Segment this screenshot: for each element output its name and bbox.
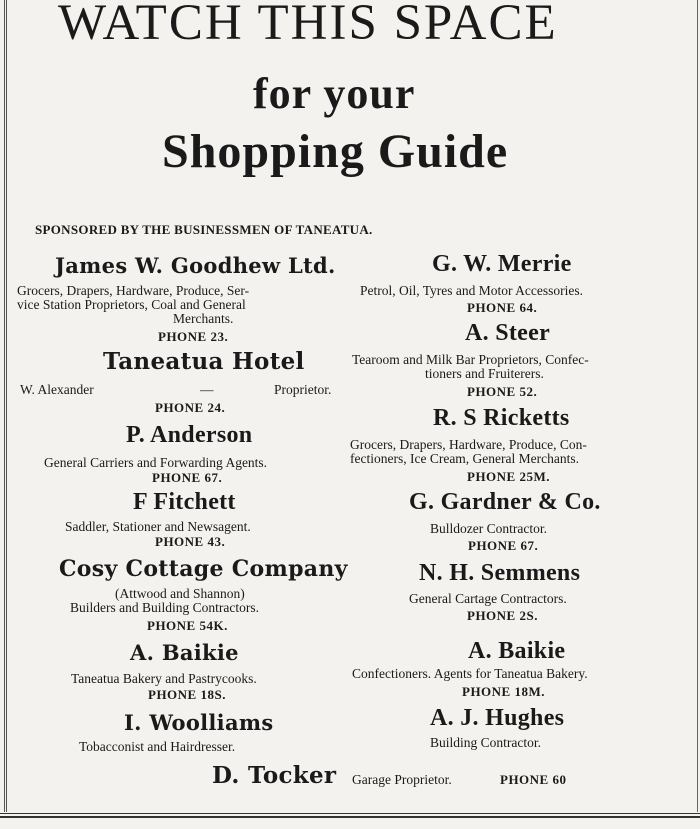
tocker-phone: PHONE 60 bbox=[500, 772, 567, 787]
baikie-right-desc: Confectioners. Agents for Taneatua Bakery. bbox=[352, 666, 588, 681]
ricketts-desc-2: fectioners, Ice Cream, General Merchants. bbox=[350, 451, 580, 466]
hughes-desc: Building Contractor. bbox=[430, 735, 541, 750]
hotel-owner: W. Alexander bbox=[20, 382, 94, 397]
steer-phone: PHONE 52. bbox=[467, 384, 538, 399]
goodhew-desc-2: vice Station Proprietors, Coal and General bbox=[17, 297, 246, 312]
hotel-role: Proprietor. bbox=[274, 382, 332, 397]
tocker-name: D. Tocker bbox=[212, 762, 337, 789]
steer-desc-1: Tearoom and Milk Bar Proprietors, Confec- bbox=[352, 352, 589, 367]
cosy-phone: PHONE 54K. bbox=[147, 618, 228, 633]
goodhew-desc-1: Grocers, Drapers, Hardware, Produce, Ser- bbox=[17, 283, 250, 298]
headline-shopping-guide: Shopping Guide bbox=[162, 125, 509, 178]
merrie-name: G. W. Merrie bbox=[432, 251, 572, 277]
goodhew-name: James W. Goodhew Ltd. bbox=[55, 253, 336, 278]
cosy-desc-1: (Attwood and Shannon) bbox=[115, 586, 245, 601]
merrie-phone: PHONE 64. bbox=[467, 300, 538, 315]
gardner-phone: PHONE 67. bbox=[468, 538, 539, 553]
gardner-desc: Bulldozer Contractor. bbox=[430, 521, 547, 536]
fitchett-phone: PHONE 43. bbox=[155, 534, 226, 549]
sponsor-line: SPONSORED BY THE BUSINESSMEN OF TANEATUA. bbox=[35, 222, 373, 237]
steer-desc-2: tioners and Fruiterers. bbox=[425, 366, 544, 381]
hotel-phone: PHONE 24. bbox=[155, 400, 226, 415]
headline-for-your: for your bbox=[253, 69, 416, 118]
ricketts-phone: PHONE 25M. bbox=[467, 469, 550, 484]
anderson-desc: General Carriers and Forwarding Agents. bbox=[44, 455, 268, 470]
baikie-right-phone: PHONE 18M. bbox=[462, 684, 545, 699]
hotel-dash: — bbox=[200, 382, 214, 397]
taneatua-hotel-name: Taneatua Hotel bbox=[103, 348, 305, 375]
cosy-desc-2: Builders and Building Contractors. bbox=[70, 600, 259, 615]
cosy-cottage-name: Cosy Cottage Company bbox=[59, 556, 348, 582]
fitchett-desc: Saddler, Stationer and Newsagent. bbox=[65, 519, 251, 534]
semmens-desc: General Cartage Contractors. bbox=[409, 591, 567, 606]
woolliams-name: I. Woolliams bbox=[124, 710, 274, 735]
headline-watch-this-space: WATCH THIS SPACE bbox=[58, 0, 558, 51]
goodhew-phone: PHONE 23. bbox=[158, 329, 229, 344]
gardner-name: G. Gardner & Co. bbox=[409, 489, 601, 515]
anderson-phone: PHONE 67. bbox=[152, 470, 223, 485]
ricketts-name: R. S Ricketts bbox=[433, 405, 570, 431]
ricketts-desc-1: Grocers, Drapers, Hardware, Produce, Con- bbox=[350, 437, 587, 452]
hughes-name: A. J. Hughes bbox=[430, 705, 565, 731]
tocker-desc: Garage Proprietor. bbox=[352, 772, 452, 787]
baikie-left-desc: Taneatua Bakery and Pastrycooks. bbox=[71, 671, 257, 686]
woolliams-desc: Tobacconist and Hairdresser. bbox=[79, 739, 236, 754]
right-border-rule bbox=[697, 0, 698, 812]
merrie-desc: Petrol, Oil, Tyres and Motor Accessories. bbox=[360, 283, 584, 298]
steer-name: A. Steer bbox=[465, 320, 551, 346]
baikie-left-phone: PHONE 18S. bbox=[148, 687, 226, 702]
semmens-name: N. H. Semmens bbox=[419, 560, 581, 586]
bottom-rule bbox=[0, 813, 700, 818]
anderson-name: P. Anderson bbox=[126, 422, 253, 448]
goodhew-desc-3: Merchants. bbox=[173, 311, 234, 326]
left-border-rule bbox=[4, 0, 7, 812]
semmens-phone: PHONE 2S. bbox=[467, 608, 538, 623]
fitchett-name: F Fitchett bbox=[133, 489, 236, 515]
baikie-left-name: A. Baikie bbox=[130, 640, 239, 665]
baikie-right-name: A. Baikie bbox=[468, 638, 566, 664]
